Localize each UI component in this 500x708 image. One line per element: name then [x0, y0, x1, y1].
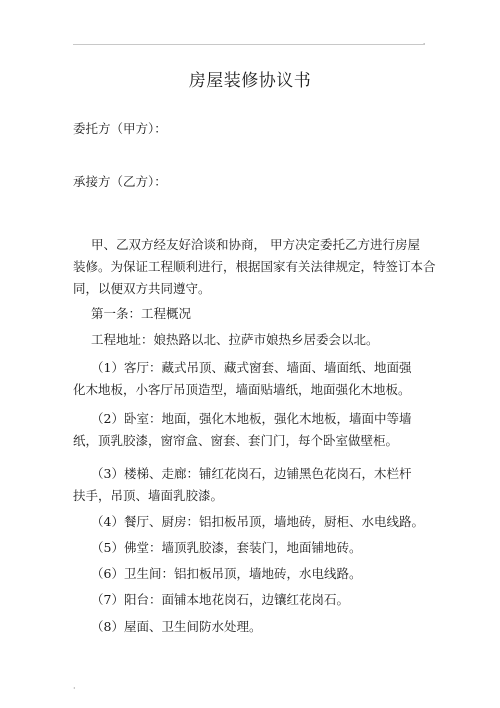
header-mark: ·	[423, 40, 426, 48]
item-bedroom-line-2: 纸，顶乳胶漆，窗帘盒、窗套、套门门，每个卧室做壁柜。	[73, 433, 399, 448]
party-b-label: 承接方（乙方）：	[73, 174, 167, 189]
item-bathroom: （6）卫生间：铝扣板吊顶，墙地砖，水电线路。	[91, 566, 362, 581]
item-prayer-hall: （5）佛堂：墙顶乳胶漆，套装门，地面铺地砖。	[91, 540, 362, 555]
project-address: 工程地址：娘热路以北、拉萨市娘热乡居委会以北。	[91, 332, 379, 347]
item-stairs-line-1: （3）楼梯、走廊：铺红花岗石，边铺黑色花岗石，木栏杆	[91, 466, 412, 481]
item-bedroom-line-1: （2）卧室：地面，强化木地板，强化木地板，墙面中等墙	[91, 411, 412, 426]
intro-line-1: 甲、乙双方经友好洽谈和协商， 甲方决定委托乙方进行房屋	[91, 237, 420, 252]
intro-line-3: 同，以便双方共同遵守。	[73, 281, 211, 296]
item-kitchen: （4）餐厅、厨房：铝扣板吊顶，墙地砖，厨柜、水电线路。	[91, 514, 424, 529]
item-stairs-line-2: 扶手，吊顶、墙面乳胶漆。	[73, 488, 224, 503]
party-a-label: 委托方（甲方）：	[73, 121, 167, 136]
intro-line-2: 装修。为保证工程顺利进行，根据国家有关法律规定，特签订本合	[73, 259, 436, 274]
item-balcony: （7）阳台：面铺本地花岗石，边镶红花岗石。	[91, 592, 349, 607]
item-waterproofing: （8）屋面、卫生间防水处理。	[91, 619, 262, 634]
item-living-room-line-2: 化木地板，小客厅吊顶造型，墙面贴墙纸，地面强化木地板。	[73, 382, 411, 397]
article-1-heading: 第一条：工程概况	[91, 306, 192, 321]
header-rule	[73, 44, 425, 45]
document-title: 房屋装修协议书	[188, 71, 312, 91]
item-living-room-line-1: （1）客厅：藏式吊顶、藏式窗套、墙面、墙面纸、地面强	[91, 360, 412, 375]
footer-mark: ·	[73, 684, 76, 693]
